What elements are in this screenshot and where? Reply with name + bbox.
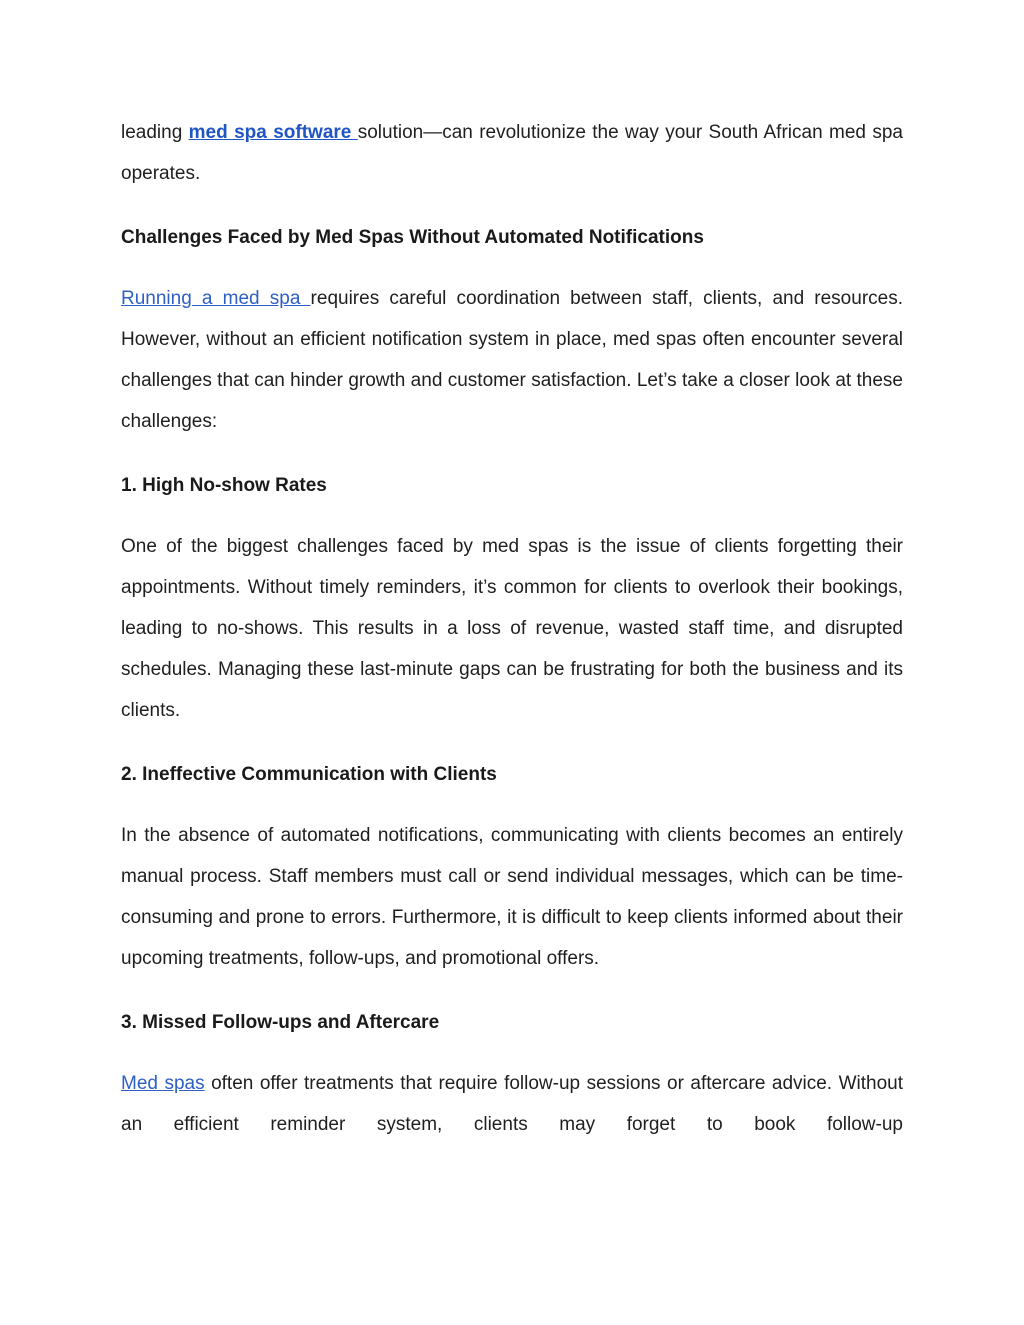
running-a-med-spa-link[interactable]: Running a med spa (121, 288, 311, 309)
section-heading: Challenges Faced by Med Spas Without Automated Notifications (121, 227, 704, 248)
item-heading-no-show: 1. High No-show Rates (121, 475, 327, 496)
document-page (121, 112, 903, 1145)
item-heading-follow-ups: 3. Missed Follow-ups and Aftercare (121, 1012, 440, 1033)
intro-text-before: leading (121, 122, 189, 143)
item-heading-communication: 2. Ineffective Communication with Clients (121, 764, 497, 785)
item-paragraph-communication: In the absence of automated notifications, communicating with clients becomes an entirely manual process. Staff members must call or send individual messages, which can be time-consuming and prone to errors. Furthermore, it is difficult to keep clients informed about their upcoming treatments, follow-ups, and promotional offers. (121, 825, 903, 969)
item-paragraph-no-show: One of the biggest challenges faced by med spas is the issue of clients forgetting their appointments. Without timely reminders, it’s common for clients to overlook their bookings, leading to no-shows. This results in a loss of revenue, wasted staff time, and disrupted schedules. Managing these last-minute gaps can be frustrating for both the business and its clients. (121, 536, 903, 721)
challenges-intro-text: requires careful coordination between staff, clients, and resources. However, without an efficient notification system in place, med spas often encounter several challenges that can hinder growth and customer satisfaction. Let’s take a closer look at these challenges: (121, 288, 903, 432)
med-spa-software-link[interactable]: med spa software (188, 122, 358, 143)
challenges-intro-paragraph (121, 278, 903, 442)
follow-ups-text: often offer treatments that require follow-up sessions or aftercare advice. Without an efficient reminder system, clients may forget to book follow-up (121, 1073, 903, 1135)
intro-text-after: solution—can revolutionize the way your South African med spa operates. (121, 122, 903, 184)
intro-paragraph (121, 112, 903, 194)
item-paragraph-follow-ups (121, 1063, 903, 1145)
med-spas-link[interactable]: Med spas (121, 1073, 205, 1094)
